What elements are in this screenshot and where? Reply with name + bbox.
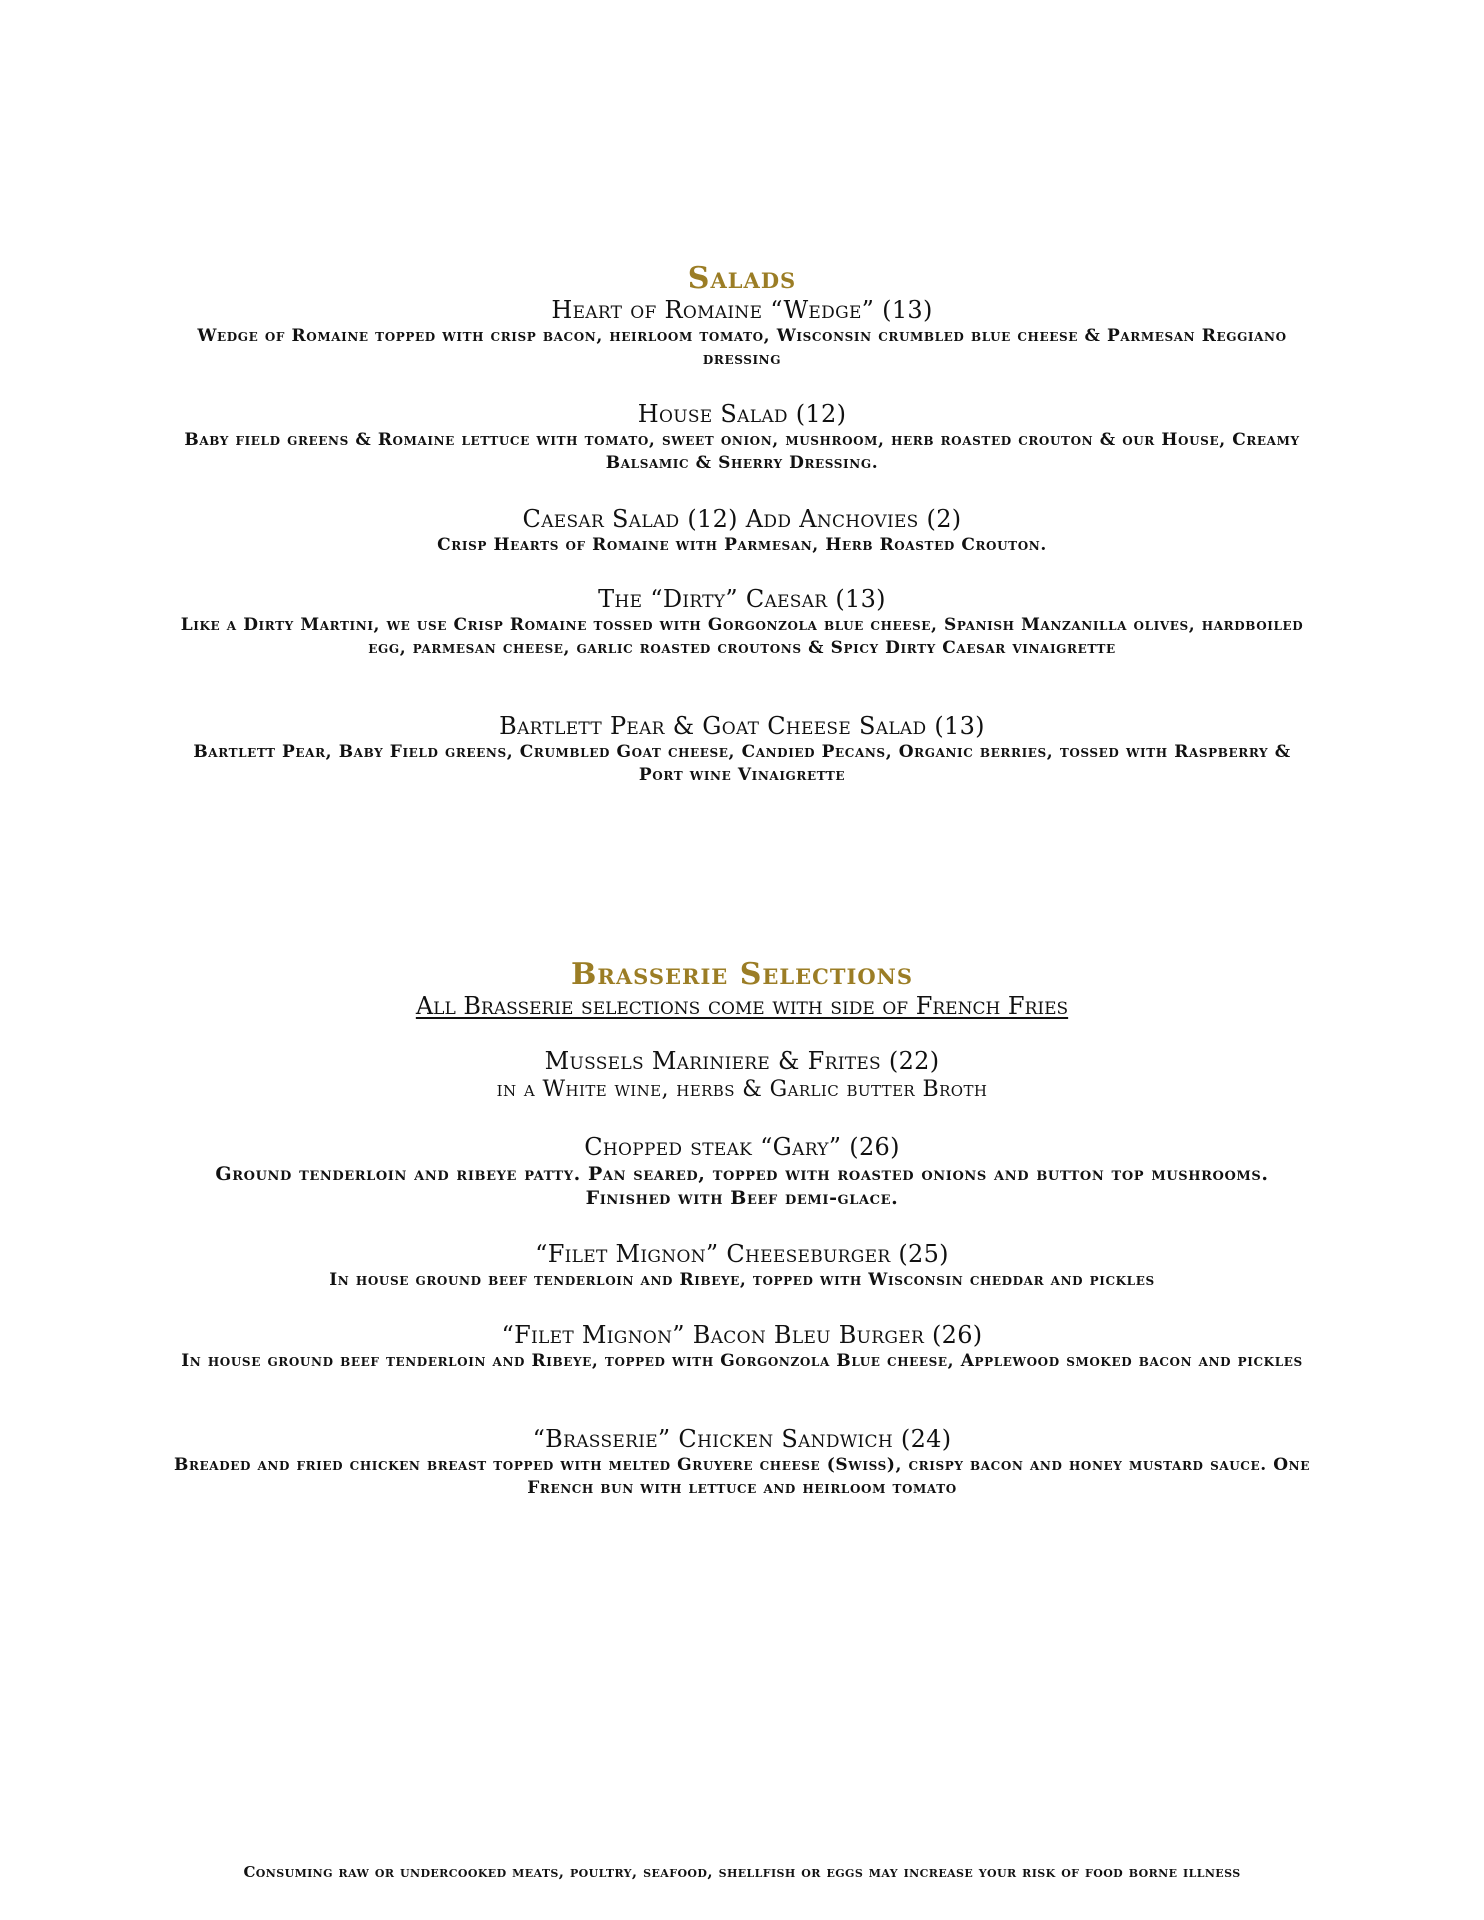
- menu-item-title: House Salad (12): [637, 400, 847, 428]
- menu-item-description: In house ground beef tenderloin and Ribeye, topped with Wisconsin cheddar and pickles: [329, 1270, 1155, 1290]
- menu-item-title: Caesar Salad (12) Add Anchovies (2): [522, 505, 962, 533]
- menu-item-description: Ground tenderloin and ribeye patty. Pan seared, topped with roasted onions and button top mushrooms. Finished with Beef demi-glace.: [215, 1163, 1269, 1209]
- menu-item-wedge: [170, 296, 1314, 371]
- menu-item-house-salad: [170, 400, 1314, 475]
- menu-item-description: In house ground beef tenderloin and Ribeye, topped with Gorgonzola Blue cheese, Applewood smoked bacon and pickles: [181, 1351, 1303, 1371]
- menu-item-description: Crisp Hearts of Romaine with Parmesan, Herb Roasted Crouton.: [437, 535, 1047, 555]
- menu-item-chopped-steak: [170, 1133, 1314, 1210]
- menu-item-cheeseburger: [170, 1240, 1314, 1292]
- menu-item-caesar-salad: [170, 505, 1314, 557]
- food-safety-disclaimer: Consuming raw or undercooked meats, poultry, seafood, shellfish or eggs may increase your risk of food borne illness: [243, 1863, 1241, 1881]
- menu-item-title: “Filet Mignon” Cheeseburger (25): [535, 1240, 949, 1268]
- menu-item-title: Bartlett Pear & Goat Cheese Salad (13): [499, 712, 985, 740]
- menu-item-pear-goat-cheese: [170, 712, 1314, 787]
- salads-heading: Salads: [687, 261, 797, 296]
- menu-item-mussels: [170, 1047, 1314, 1104]
- menu-item-title: Heart of Romaine “Wedge” (13): [551, 296, 933, 324]
- menu-item-description: Baby field greens & Romaine lettuce with tomato, sweet onion, mushroom, herb roasted crouton & our House, Creamy Balsamic & Sherry Dressing.: [184, 430, 1300, 473]
- menu-item-dirty-caesar: [170, 585, 1314, 660]
- brasserie-note: All Brasserie selections come with side of French Fries: [415, 992, 1069, 1020]
- menu-item-description: Breaded and fried chicken breast topped with melted Gruyere cheese (Swiss), crispy bacon and honey mustard sauce. One French bun with lettuce and heirloom tomato: [174, 1455, 1310, 1498]
- menu-item-bacon-bleu-burger: [170, 1321, 1314, 1373]
- menu-item-title: The “Dirty” Caesar (13): [598, 585, 886, 613]
- menu-item-title: “Filet Mignon” Bacon Bleu Burger (26): [501, 1321, 983, 1349]
- brasserie-heading: Brasserie Selections: [571, 957, 913, 992]
- menu-item-description: Like a Dirty Martini, we use Crisp Romaine tossed with Gorgonzola blue cheese, Spanish Manzanilla olives, hardboiled egg, parmesan cheese, garlic roasted croutons & Spicy Dirty Caesar vinaigrette: [180, 615, 1304, 658]
- menu-item-title: Chopped steak “Gary” (26): [584, 1133, 900, 1161]
- menu-item-title: Mussels Mariniere & Frites (22): [544, 1047, 940, 1075]
- menu-item-description: Wedge of Romaine topped with crisp bacon, heirloom tomato, Wisconsin crumbled blue cheese & Parmesan Reggiano dressing: [197, 326, 1287, 369]
- menu-item-chicken-sandwich: [170, 1425, 1314, 1500]
- menu-item-description: in a White wine, herbs & Garlic butter Broth: [496, 1077, 988, 1102]
- menu-item-description: Bartlett Pear, Baby Field greens, Crumbled Goat cheese, Candied Pecans, Organic berries, tossed with Raspberry & Port wine Vinaigrette: [193, 742, 1291, 785]
- menu-item-title: “Brasserie” Chicken Sandwich (24): [532, 1425, 952, 1453]
